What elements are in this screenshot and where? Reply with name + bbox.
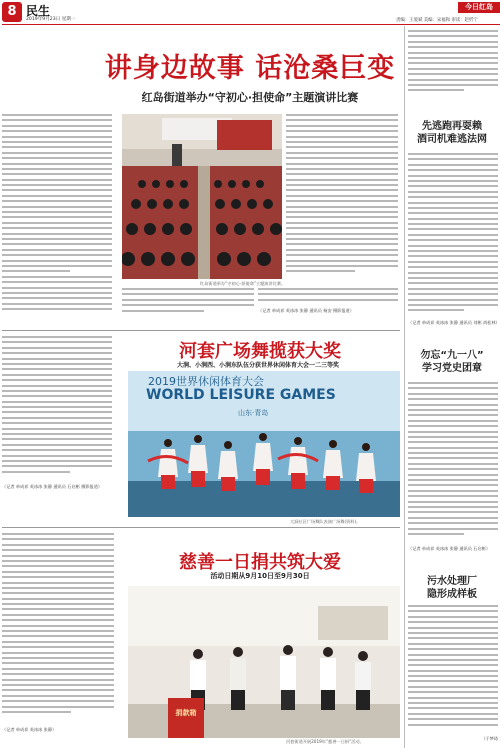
brand-name: 今日红岛 xyxy=(465,3,493,11)
sidebar-story2-title-line2: 学习党史团章 xyxy=(422,363,482,374)
dancers-illustration xyxy=(128,371,400,517)
dance-subheadline: 大涧、小涧西、小涧东队伍分获世界休闲体育大会一二三等奖 xyxy=(176,362,339,369)
lead-subheadline: 红岛街道举办“守初心·担使命”主题演讲比赛 xyxy=(141,91,359,104)
dance-body-col1 xyxy=(2,336,112,482)
dance-photo xyxy=(128,371,400,517)
dance-byline: （记者 单成祥 英冰冰 张静 通讯员 石启彬 摄影报道） xyxy=(2,484,103,489)
editor-credits: 责编：王爱斌 美编：宋福和 审读：赵忻宁 xyxy=(396,18,478,23)
sidebar-story1-title-line1: 先逃跑再耍赖 xyxy=(422,121,482,132)
banner-text-cn: 2019世界休闲体育大会 xyxy=(148,375,264,388)
page-header xyxy=(0,0,500,24)
charity-photo-caption: 河套街道开展2019年“慈善一日捐”活动。 xyxy=(286,739,364,744)
auditorium-photo xyxy=(122,114,282,279)
sidebar-story2-byline: （记者 单成祥 英冰冰 张静 通讯员 石启彬） xyxy=(408,546,491,551)
sidebar-story1-body xyxy=(408,153,498,315)
charity-byline: （记者 单成祥 英冰冰 张静） xyxy=(2,727,57,732)
banner-text-en: WORLD LEISURE GAMES xyxy=(146,387,336,403)
lead-photo-caption: 红岛街道举办“守初心·担使命”主题演讲比赛。 xyxy=(200,281,286,286)
lead-byline: （记者 单成祥 英冰冰 张静 通讯员 杨安 摄影报道） xyxy=(258,308,354,313)
lead-headline: 讲身边故事 话沧桑巨变 xyxy=(104,53,396,84)
page-number: 8 xyxy=(7,4,17,19)
lead-body-col2 xyxy=(286,114,398,279)
charity-headline: 慈善一日捐共筑大爱 xyxy=(179,552,341,573)
section-name: 民生 xyxy=(26,4,51,18)
page-number-badge xyxy=(2,2,22,22)
banner-text-city: 山东·青岛 xyxy=(238,409,269,417)
charity-body-col1 xyxy=(2,533,114,723)
header-rule xyxy=(2,24,500,25)
sidebar-story3-title-line1: 污水处理厂 xyxy=(427,576,477,587)
lead-body-col1 xyxy=(2,114,112,314)
dance-photo-caption: 大涧社区广场舞队表演广场舞(资料)。 xyxy=(290,519,361,524)
sidebar-story3-title-line2: 隐形成样板 xyxy=(427,589,477,600)
charity-photo xyxy=(128,586,400,738)
dance-headline: 河套广场舞揽获大奖 xyxy=(179,341,341,362)
sidebar-story2-title xyxy=(404,349,500,375)
lead-body-col3 xyxy=(122,288,254,318)
charity-subheadline: 活动日期从9月10日至9月30日 xyxy=(210,572,310,580)
sidebar-top-lines xyxy=(408,30,498,110)
sidebar-story1-title xyxy=(404,120,500,146)
sidebar-story1-title-line2: 酒司机难逃法网 xyxy=(417,134,487,145)
sidebar-story3-title xyxy=(404,575,500,601)
lead-photo xyxy=(122,114,282,279)
section-divider-2 xyxy=(2,527,400,528)
issue-date: 2019年9月23日 星期一 xyxy=(26,17,76,22)
section-divider-1 xyxy=(2,330,400,331)
sidebar-story3-body xyxy=(408,605,498,731)
sidebar-story1-byline: （记者 单成祥 英冰冰 张静 通讯员 刘彬 尚松林） xyxy=(408,320,500,325)
sidebar-story3-byline: （于梦琦 xyxy=(481,736,498,741)
sidebar-story2-body xyxy=(408,382,498,542)
lead-body-col4 xyxy=(258,288,398,310)
donation-photo xyxy=(128,586,400,738)
sidebar-story2-title-line1: 勿忘“九一八” xyxy=(420,350,484,361)
brand-tag xyxy=(458,2,500,13)
donation-box-label: 捐款箱 xyxy=(175,709,197,717)
